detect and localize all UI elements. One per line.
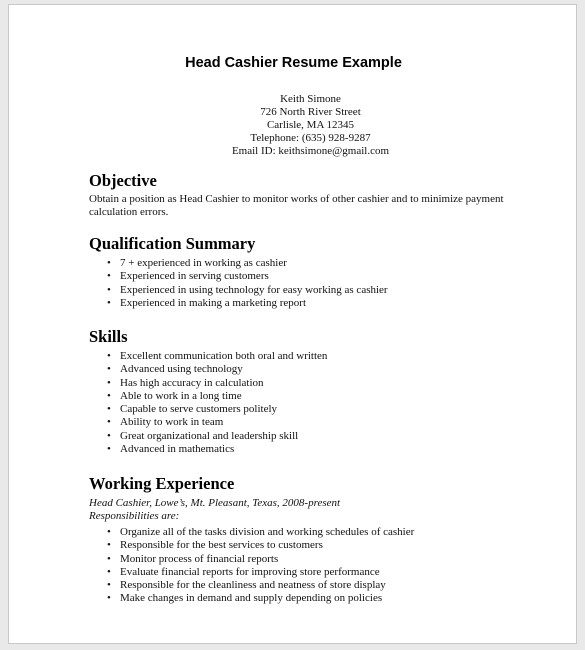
qualification-list xyxy=(89,257,529,310)
skills-section xyxy=(89,327,529,456)
list-item: • Organize all of the tasks division and working schedules of cashier xyxy=(107,526,415,538)
contact-block xyxy=(9,93,585,158)
bullet-icon: • xyxy=(107,592,111,605)
list-item: • Monitor process of financial reports xyxy=(107,552,279,565)
bullet-icon: • xyxy=(107,416,111,429)
list-item: • Capable to serve customers politely xyxy=(107,403,278,416)
list-item: • Experienced in serving customers xyxy=(107,270,269,283)
bullet-icon: • xyxy=(107,257,111,269)
list-item: • Make changes in demand and supply depending on policies xyxy=(107,592,383,605)
list-item: • Advanced in mathematics xyxy=(107,443,235,456)
bullet-icon: • xyxy=(107,283,111,296)
list-item: • Ability to work in team xyxy=(107,416,224,429)
objective-text: Obtain a position as Head Cashier to monitor works of other cashier and to minimize payment calculation errors. xyxy=(89,193,504,218)
contact-email: Email ID: keithsimone@gmail.com xyxy=(231,145,390,157)
bullet-icon: • xyxy=(107,552,111,565)
list-item: • Excellent communication both oral and written xyxy=(107,350,328,362)
objective-section xyxy=(89,171,529,219)
bullet-icon: • xyxy=(107,526,111,538)
contact-street: 726 North River Street xyxy=(260,106,361,118)
resume-page xyxy=(8,4,577,644)
bullet-icon: • xyxy=(107,539,111,552)
list-item: • Advanced using technology xyxy=(107,363,243,376)
bullet-icon: • xyxy=(107,403,111,416)
list-item: • Responsible for the cleanliness and neatness of store display xyxy=(107,579,386,592)
list-item: • Responsible for the best services to customers xyxy=(107,539,323,552)
qualification-heading: Qualification Summary xyxy=(89,234,256,253)
list-item: • Able to work in a long time xyxy=(107,389,242,402)
objective-heading: Objective xyxy=(89,171,157,190)
list-item: • 7 + experienced in working as cashier xyxy=(107,257,287,269)
list-item: • Experienced in making a marketing report xyxy=(107,296,307,309)
bullet-icon: • xyxy=(107,579,111,592)
bullet-icon: • xyxy=(107,296,111,309)
responsibilities-label: Responsibilities are: xyxy=(89,510,180,522)
experience-heading: Working Experience xyxy=(89,474,235,493)
experience-position: Head Cashier, Lowe’s, Mt. Pleasant, Texas, 2008-present xyxy=(89,497,341,509)
qualification-section xyxy=(89,234,529,310)
list-item: • Experienced in using technology for easy working as cashier xyxy=(107,283,388,296)
responsibilities-list xyxy=(89,526,529,606)
bullet-icon: • xyxy=(107,270,111,283)
experience-section xyxy=(89,474,529,606)
contact-city: Carlisle, MA 12345 xyxy=(266,119,355,131)
list-item: • Evaluate financial reports for improving store performance xyxy=(107,565,380,578)
list-item: • Has high accuracy in calculation xyxy=(107,376,264,389)
bullet-icon: • xyxy=(107,376,111,389)
bullet-icon: • xyxy=(107,565,111,578)
skills-list xyxy=(89,350,529,456)
contact-name: Keith Simone xyxy=(280,93,341,105)
bullet-icon: • xyxy=(107,363,111,376)
bullet-icon: • xyxy=(107,443,111,456)
list-item: • Great organizational and leadership skill xyxy=(107,429,299,442)
skills-heading: Skills xyxy=(89,327,128,346)
bullet-icon: • xyxy=(107,429,111,442)
contact-telephone: Telephone: (635) 928-9287 xyxy=(250,132,371,144)
document-title: Head Cashier Resume Example xyxy=(185,55,402,71)
bullet-icon: • xyxy=(107,350,111,362)
bullet-icon: • xyxy=(107,389,111,402)
